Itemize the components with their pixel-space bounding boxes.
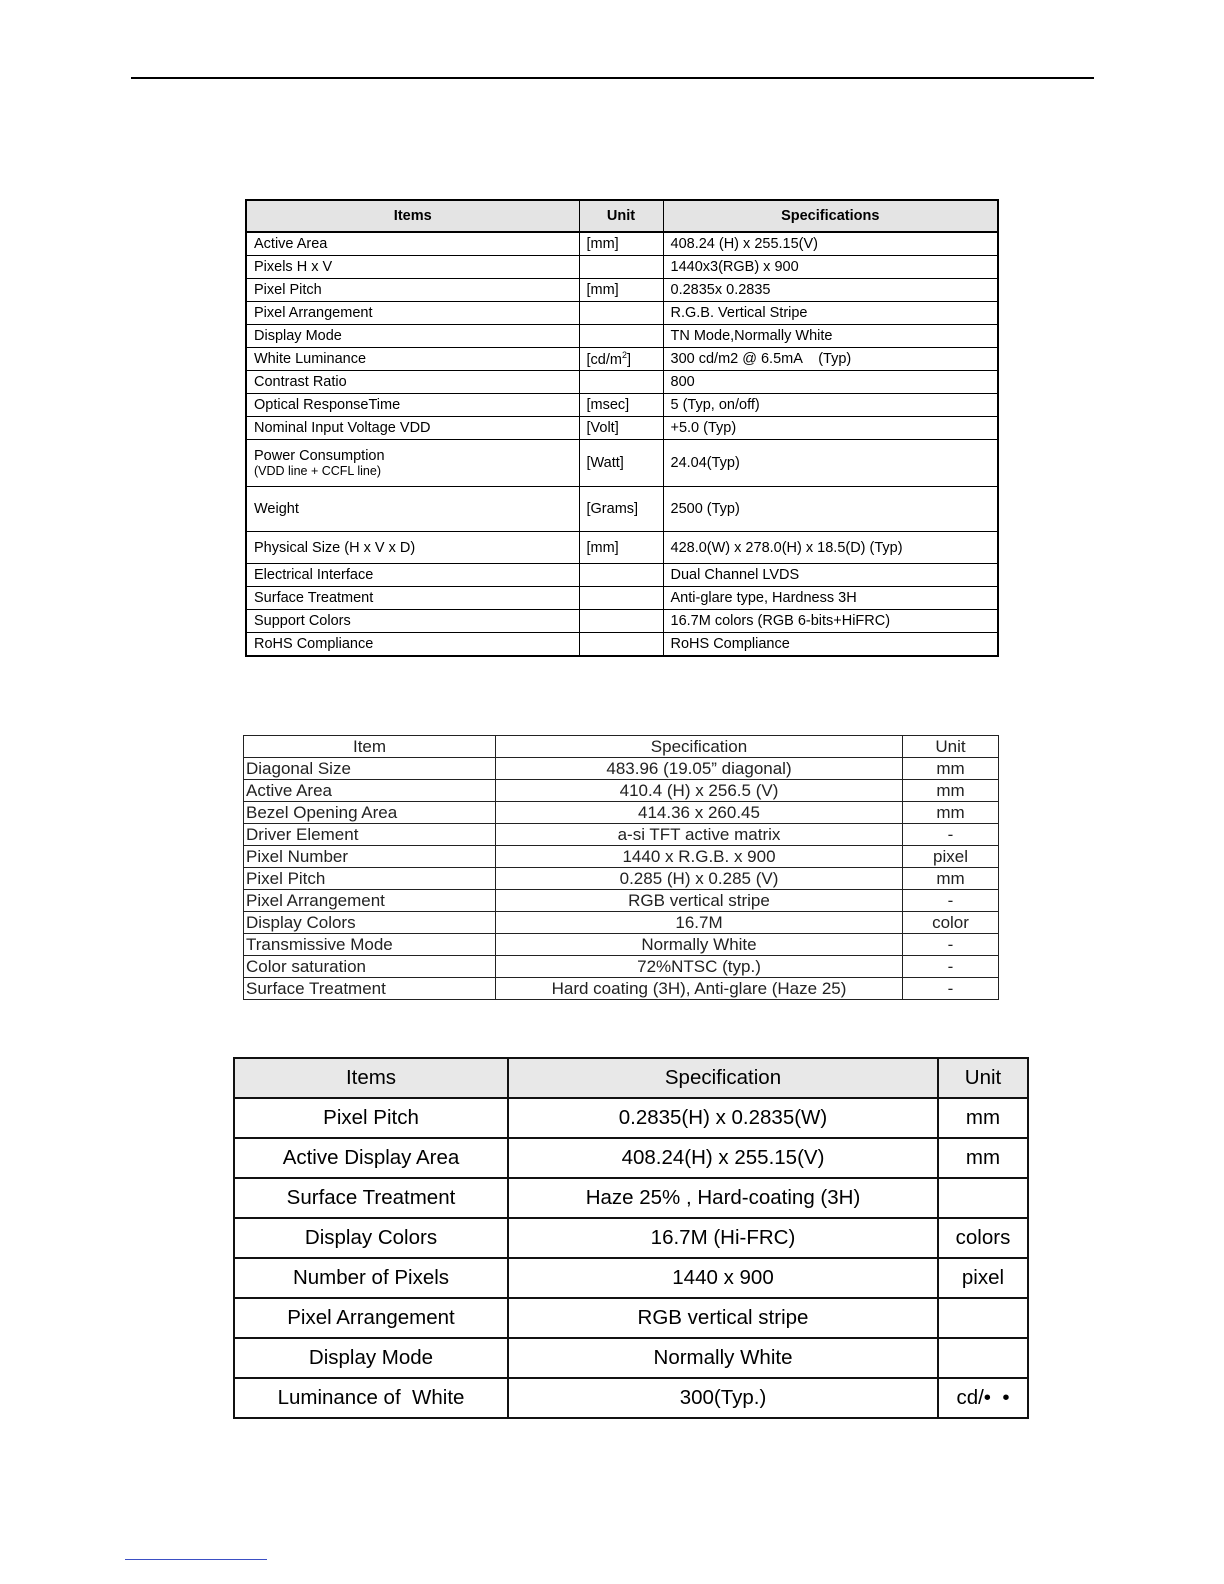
table-row xyxy=(246,302,998,325)
column-header: Specification xyxy=(496,736,903,758)
item-cell: White Luminance xyxy=(246,348,579,371)
table-row xyxy=(244,978,999,1000)
item-cell: Pixel Pitch xyxy=(234,1098,508,1138)
unit-cell: [Volt] xyxy=(579,417,663,440)
unit-cell: colors xyxy=(938,1218,1028,1258)
table-row xyxy=(246,610,998,633)
item-cell: Diagonal Size xyxy=(244,758,496,780)
unit-cell: [mm] xyxy=(579,279,663,302)
unit-cell: mm xyxy=(903,802,999,824)
table-row xyxy=(246,532,998,564)
spec-cell: 408.24 (H) x 255.15(V) xyxy=(663,232,998,256)
unit-cell: mm xyxy=(903,868,999,890)
table-row xyxy=(246,256,998,279)
spec-cell: 1440 x 900 xyxy=(508,1258,938,1298)
table-row xyxy=(244,780,999,802)
column-header: Items xyxy=(246,200,579,232)
column-header: Items xyxy=(234,1058,508,1098)
spec-cell: RGB vertical stripe xyxy=(496,890,903,912)
spec-cell: 1440x3(RGB) x 900 xyxy=(663,256,998,279)
item-cell: Pixel Arrangement xyxy=(246,302,579,325)
table-row xyxy=(234,1258,1028,1298)
spec-cell: Normally White xyxy=(508,1338,938,1378)
item-cell: Driver Element xyxy=(244,824,496,846)
table-row xyxy=(244,890,999,912)
table-row xyxy=(246,348,998,371)
column-header: Unit xyxy=(938,1058,1028,1098)
column-header: Item xyxy=(244,736,496,758)
unit-cell: pixel xyxy=(903,846,999,868)
unit-cell: - xyxy=(903,978,999,1000)
item-cell: Active Area xyxy=(246,232,579,256)
table-row xyxy=(246,587,998,610)
spec-cell: 2500 (Typ) xyxy=(663,487,998,532)
spec-table-3 xyxy=(233,1057,1029,1419)
unit-prefix: [cd/m xyxy=(586,351,622,368)
item-cell: Display Colors xyxy=(234,1218,508,1258)
table-row xyxy=(234,1298,1028,1338)
table-row xyxy=(234,1178,1028,1218)
table-row xyxy=(234,1378,1028,1418)
item-label: Power Consumption xyxy=(254,448,385,464)
spec-cell: Haze 25% , Hard-coating (3H) xyxy=(508,1178,938,1218)
item-cell: Number of Pixels xyxy=(234,1258,508,1298)
item-cell: Display Mode xyxy=(246,325,579,348)
unit-cell: color xyxy=(903,912,999,934)
spec-cell: Anti-glare type, Hardness 3H xyxy=(663,587,998,610)
table-row xyxy=(246,440,998,487)
item-cell: Nominal Input Voltage VDD xyxy=(246,417,579,440)
table-row xyxy=(234,1098,1028,1138)
spec-cell: 300 cd/m2 @ 6.5mA (Typ) xyxy=(663,348,998,371)
spec-cell: +5.0 (Typ) xyxy=(663,417,998,440)
column-header: Specifications xyxy=(663,200,998,232)
unit-cell: [msec] xyxy=(579,394,663,417)
item-cell: Display Colors xyxy=(244,912,496,934)
unit-cell: - xyxy=(903,890,999,912)
footer-rule xyxy=(125,1559,267,1560)
column-header: Unit xyxy=(903,736,999,758)
item-cell: RoHS Compliance xyxy=(246,633,579,657)
unit-cell xyxy=(579,587,663,610)
item-cell xyxy=(246,440,579,487)
table-row xyxy=(244,956,999,978)
unit-cell: - xyxy=(903,934,999,956)
unit-cell xyxy=(579,256,663,279)
item-cell: Color saturation xyxy=(244,956,496,978)
column-header: Specification xyxy=(508,1058,938,1098)
item-cell: Pixel Arrangement xyxy=(234,1298,508,1338)
table-row xyxy=(244,912,999,934)
unit-cell: [Watt] xyxy=(579,440,663,487)
table-row xyxy=(246,487,998,532)
spec-cell: 0.285 (H) x 0.285 (V) xyxy=(496,868,903,890)
spec-cell: 428.0(W) x 278.0(H) x 18.5(D) (Typ) xyxy=(663,532,998,564)
spec-cell: 410.4 (H) x 256.5 (V) xyxy=(496,780,903,802)
table-row xyxy=(244,824,999,846)
spec-cell: 408.24(H) x 255.15(V) xyxy=(508,1138,938,1178)
item-cell: Pixels H x V xyxy=(246,256,579,279)
unit-cell: - xyxy=(903,824,999,846)
item-cell: Bezel Opening Area xyxy=(244,802,496,824)
unit-cell: mm xyxy=(938,1138,1028,1178)
item-cell: Luminance of White xyxy=(234,1378,508,1418)
unit-cell: [Grams] xyxy=(579,487,663,532)
table-row xyxy=(244,846,999,868)
unit-cell xyxy=(579,302,663,325)
unit-superscript: 2 xyxy=(621,350,627,361)
table-row xyxy=(234,1218,1028,1258)
unit-suffix: ] xyxy=(626,351,631,368)
table-row xyxy=(246,633,998,657)
item-cell: Display Mode xyxy=(234,1338,508,1378)
unit-cell xyxy=(579,348,663,371)
table-row xyxy=(246,279,998,302)
spec-cell: Dual Channel LVDS xyxy=(663,564,998,587)
item-cell: Surface Treatment xyxy=(244,978,496,1000)
table-row xyxy=(246,325,998,348)
table-row xyxy=(234,1338,1028,1378)
unit-cell xyxy=(579,564,663,587)
item-cell: Pixel Arrangement xyxy=(244,890,496,912)
unit-cell: - xyxy=(903,956,999,978)
table-row xyxy=(246,417,998,440)
spec-cell: 24.04(Typ) xyxy=(663,440,998,487)
spec-cell: a-si TFT active matrix xyxy=(496,824,903,846)
unit-cell xyxy=(938,1178,1028,1218)
item-cell: Pixel Pitch xyxy=(246,279,579,302)
spec-cell: RGB vertical stripe xyxy=(508,1298,938,1338)
table-row xyxy=(234,1138,1028,1178)
table-row xyxy=(246,564,998,587)
spec-table-1 xyxy=(245,199,999,657)
item-cell: Support Colors xyxy=(246,610,579,633)
column-header: Unit xyxy=(579,200,663,232)
table-row xyxy=(244,758,999,780)
item-cell: Surface Treatment xyxy=(246,587,579,610)
spec-cell: 16.7M xyxy=(496,912,903,934)
table-header-row xyxy=(234,1058,1028,1098)
spec-cell: 72%NTSC (typ.) xyxy=(496,956,903,978)
header-rule xyxy=(131,77,1094,79)
unit-cell xyxy=(579,633,663,657)
item-cell: Electrical Interface xyxy=(246,564,579,587)
item-cell: Active Area xyxy=(244,780,496,802)
item-cell: Pixel Number xyxy=(244,846,496,868)
spec-cell: Hard coating (3H), Anti-glare (Haze 25) xyxy=(496,978,903,1000)
item-cell: Contrast Ratio xyxy=(246,371,579,394)
item-cell: Surface Treatment xyxy=(234,1178,508,1218)
spec-table-2 xyxy=(243,735,999,1000)
spec-cell: R.G.B. Vertical Stripe xyxy=(663,302,998,325)
spec-cell: 16.7M (Hi-FRC) xyxy=(508,1218,938,1258)
table-row xyxy=(246,394,998,417)
spec-cell: RoHS Compliance xyxy=(663,633,998,657)
item-cell: Optical ResponseTime xyxy=(246,394,579,417)
item-sublabel: (VDD line + CCFL line) xyxy=(254,464,382,478)
item-cell: Weight xyxy=(246,487,579,532)
unit-cell: pixel xyxy=(938,1258,1028,1298)
item-cell: Active Display Area xyxy=(234,1138,508,1178)
unit-cell: [mm] xyxy=(579,232,663,256)
spec-cell: 483.96 (19.05” diagonal) xyxy=(496,758,903,780)
table-row xyxy=(244,802,999,824)
spec-cell: TN Mode,Normally White xyxy=(663,325,998,348)
unit-cell: cd/• • xyxy=(938,1378,1028,1418)
unit-cell: [mm] xyxy=(579,532,663,564)
spec-cell: 0.2835(H) x 0.2835(W) xyxy=(508,1098,938,1138)
spec-cell: 800 xyxy=(663,371,998,394)
item-cell: Transmissive Mode xyxy=(244,934,496,956)
table-row xyxy=(246,371,998,394)
item-cell: Pixel Pitch xyxy=(244,868,496,890)
spec-cell: 0.2835x 0.2835 xyxy=(663,279,998,302)
item-cell: Physical Size (H x V x D) xyxy=(246,532,579,564)
unit-cell: mm xyxy=(903,758,999,780)
table-row xyxy=(244,934,999,956)
spec-cell: 16.7M colors (RGB 6-bits+HiFRC) xyxy=(663,610,998,633)
unit-cell xyxy=(579,371,663,394)
spec-cell: 414.36 x 260.45 xyxy=(496,802,903,824)
unit-cell: mm xyxy=(903,780,999,802)
unit-cell xyxy=(938,1338,1028,1378)
table-header-row xyxy=(244,736,999,758)
spec-cell: 300(Typ.) xyxy=(508,1378,938,1418)
spec-cell: 5 (Typ, on/off) xyxy=(663,394,998,417)
spec-cell: Normally White xyxy=(496,934,903,956)
table-row xyxy=(246,232,998,256)
unit-cell xyxy=(579,325,663,348)
unit-cell xyxy=(579,610,663,633)
unit-cell: mm xyxy=(938,1098,1028,1138)
unit-cell xyxy=(938,1298,1028,1338)
table-row xyxy=(244,868,999,890)
spec-cell: 1440 x R.G.B. x 900 xyxy=(496,846,903,868)
table-header-row xyxy=(246,200,998,232)
